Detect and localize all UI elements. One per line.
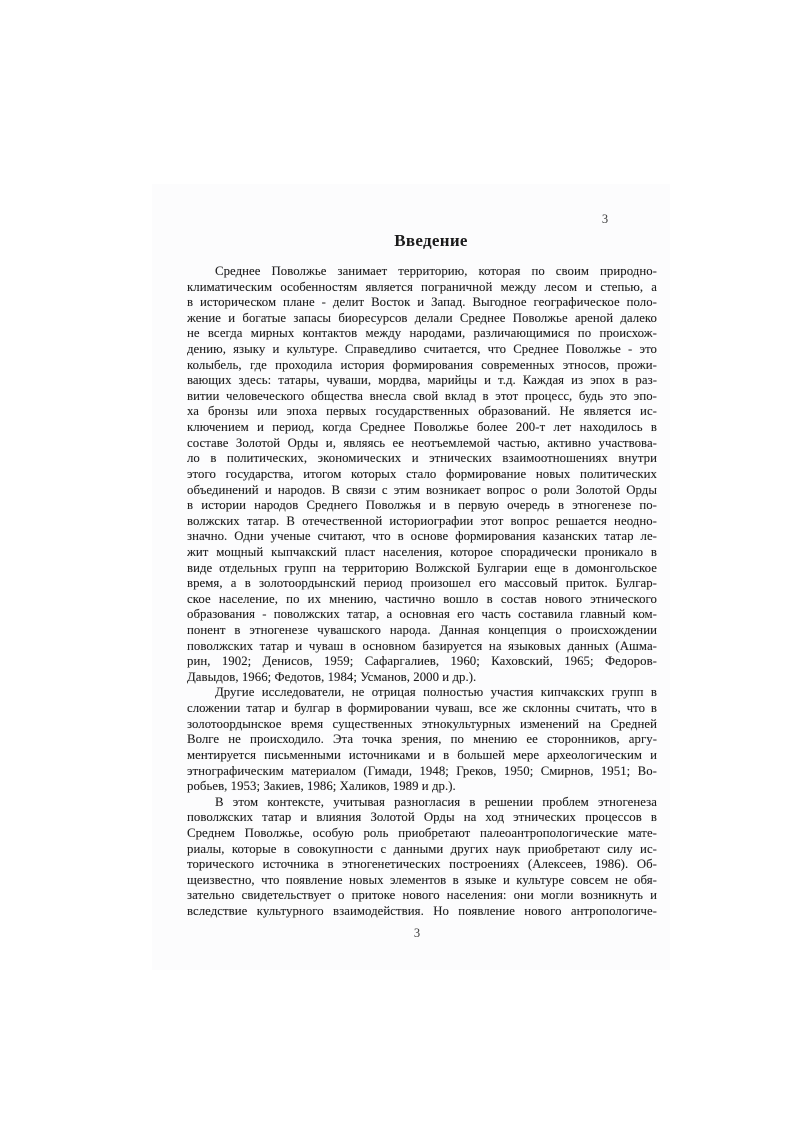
text-line: этнографическим материалом (Гимади, 1948; Греков, 1950; Смирнов, 1951; Во- (187, 763, 657, 778)
text-line: жит мощный кыпчакский пласт населения, которое спорадически проникало в (187, 544, 657, 559)
text-line: В этом контексте, учитывая разногласия в решении проблем этногенеза (215, 794, 657, 809)
footer-page-number: 3 (413, 926, 421, 940)
text-line: Среднее Поволжье занимает территорию, которая по своим природно- (215, 264, 657, 278)
text-line: климатическим особенностям является пограничной между лесом и степью, а (187, 279, 657, 294)
text-line: зательно свидетельствует о притоке нового населения: они могли возникнуть и (187, 888, 657, 903)
text-line: ключением и период, когда Среднее Поволжье более 200-т лет находилось в (187, 420, 657, 435)
header-page-number: 3 (601, 212, 609, 226)
text-line: золотоордынское время существенных этнокультурных изменений на Средней (187, 716, 657, 731)
text-line: Волге не происходило. Эта точка зрения, по мнению ее сторонников, аргу- (187, 732, 657, 747)
text-line: составе Золотой Орды и, являясь ее неотъемлемой частью, активно участвова- (187, 435, 657, 450)
text-line: риалы, которые в совокупности с данными других наук приобретают силу ис- (187, 841, 657, 856)
text-line: ло в политических, экономических и этнических взаимоотношениях внутри (187, 451, 657, 466)
text-line: значно. Одни ученые считают, что в основе формирования казанских татар ле- (187, 529, 657, 544)
text-line: объединений и народов. В связи с этим возникает вопрос о роли Золотой Орды (187, 482, 657, 497)
text-line: рин, 1902; Денисов, 1959; Сафаргалиев, 1960; Каховский, 1965; Федоров- (187, 654, 657, 669)
text-line: жение и богатые запасы биоресурсов делали Среднее Поволжье ареной далеко (187, 310, 657, 325)
text-line: робьев, 1953; Закиев, 1986; Халиков, 1989 и др.). (187, 779, 456, 794)
text-line: время, а в золотоордынский период произошел его массовый приток. Булгар- (187, 576, 657, 591)
text-line: понент в этногенезе чувашского народа. Данная концепция о происхождении (187, 623, 657, 638)
text-line: торического источника в этногенетических построениях (Алексеев, 1986). Об- (187, 857, 657, 872)
text-line: в историческом плане - делит Восток и Запад. Выгодное географическое поло- (187, 295, 657, 310)
text-line: образования - поволжских татар, а основная его часть составила главный ком- (187, 607, 657, 622)
text-line: ское население, по их мнению, частично вошло в состав нового этнического (187, 591, 657, 606)
text-line: сложении татар и булгар в формировании чуваш, все же склонны считать, что в (187, 701, 657, 716)
page-title: Введение (394, 231, 468, 250)
text-line: щеизвестно, что появление новых элементов в языке и культуре совсем не обя- (187, 872, 657, 887)
text-line: этого государства, итогом которых стало формирование новых политических (187, 466, 657, 481)
text-line: вающих здесь: татары, чуваши, мордва, марийцы и т.д. Каждая из эпох в раз- (187, 373, 657, 388)
body-text (187, 264, 657, 920)
text-line: ментируется письменными источниками и в большей мере археологическим и (187, 747, 657, 762)
text-line: Среднем Поволжье, особую роль приобретают палеоантропологические мате- (187, 825, 657, 840)
text-line: волжских татар. В отечественной историографии этот вопрос решается неодно- (187, 513, 657, 528)
text-line: витии человеческого общества внесла свой вклад в этот процесс, будь это эпо- (187, 388, 657, 403)
text-line: поволжских татар и чуваш в основном базируется на языковых данных (Ашма- (187, 638, 657, 653)
text-line: дению, языку и культуре. Справедливо считается, что Среднее Поволжье - это (187, 342, 657, 357)
text-line: поволжских татар и влияния Золотой Орды на ход этнических процессов в (187, 810, 657, 825)
text-line: не всегда мирных контактов между народами, различающимися по происхож- (187, 326, 657, 341)
text-line: в истории народов Среднего Поволжья и в первую очередь в этногенезе по- (187, 498, 657, 513)
text-line: виде отдельных групп на территорию Волжской Булгарии еще в домонгольское (187, 560, 657, 575)
text-line: Давыдов, 1966; Федотов, 1984; Усманов, 2000 и др.). (187, 669, 477, 684)
text-line: Другие исследователи, не отрицая полностью участия кипчакских групп в (215, 685, 657, 700)
text-line: ха бронзы или эпоха первых государственных образований. Не является ис- (187, 404, 657, 419)
text-line: вследствие культурного взаимодействия. Но появление нового антропологиче- (187, 903, 657, 918)
text-line: колыбель, где проходила история формирования современных этносов, прожи- (187, 357, 657, 372)
